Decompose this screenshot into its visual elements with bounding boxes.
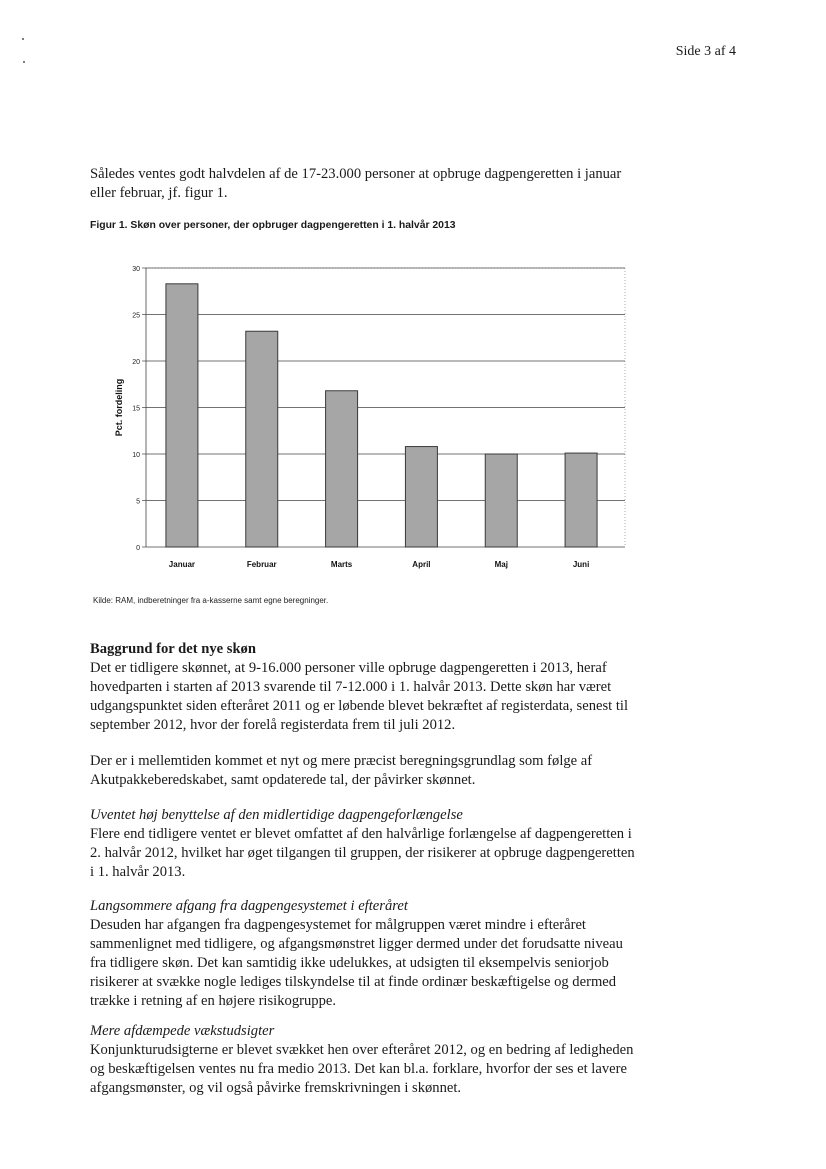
- y-tick-label: 30: [132, 266, 140, 273]
- x-tick-label: Februar: [246, 560, 277, 569]
- y-tick-label: 0: [136, 545, 140, 552]
- bar-chart: [100, 250, 640, 590]
- bar-maj: [485, 454, 517, 547]
- page-number: Side 3 af 4: [675, 44, 736, 59]
- bar-marts: [326, 391, 358, 547]
- x-tick-label: April: [412, 560, 431, 569]
- y-tick-label: 15: [132, 405, 140, 413]
- section-growth-outlook: [90, 1022, 635, 1098]
- x-tick-label: Januar: [168, 560, 196, 569]
- paragraph-background: Det er tidligere skønnet, at 9-16.000 personer ville opbruge dagpengeretten i 2013, heraf hovedparten i starten af 2013 svarende til 7-12.000 i 1. halvår 2013. Dette skøn har været udgangspunktet siden efteråret 2011 og er løbende blevet bekræftet af registerdata, senest til september 2012, hvor der forelå registerdata frem til juli 2012.: [90, 660, 629, 733]
- y-tick-label: 10: [132, 452, 140, 459]
- paragraph-new-basis: Der er i mellemtiden kommet et nyt og mere præcist beregningsgrundlag som følge af Akutpakkeberedskabet, samt opdaterede tal, der påvirker skønnet.: [90, 753, 593, 788]
- bar-april: [405, 447, 437, 547]
- subsection-title: Uventet høj benyttelse af den midlertidige dagpengeforlængelse: [90, 807, 463, 823]
- bar-juni: [565, 453, 597, 547]
- subsection-text: Desuden har afgangen fra dagpengesystemet for målgruppen været mindre i efteråret sammenlignet med tidligere, og afgangsmønstret ligger dermed under det forudsatte niveau fra tidligere skøn. Det kan samtidig ikke udelukkes, at udsigten til eksempelvis seniorjob risikerer at svække nogle lediges tilskyndelse til at finde ordinær beskæftigelse og dermed trække i retning af en højere risikogruppe.: [90, 917, 623, 1009]
- subsection-text: Flere end tidligere ventet er blevet omfattet af den halvårlige forlængelse af dagpengeretten i 2. halvår 2012, hvilket har øget tilgangen til gruppen, der risikerer at opbruge dagpengeretten i 1. halvår 2013.: [90, 826, 635, 880]
- figure-source: Kilde: RAM, indberetninger fra a-kasserne samt egne beregninger.: [93, 596, 329, 605]
- subsection-title: Langsommere afgang fra dagpengesystemet i efteråret: [90, 898, 408, 914]
- section-dagpenge-extension: [90, 806, 635, 882]
- bar-februar: [246, 331, 278, 547]
- scan-speck: [23, 61, 25, 63]
- figure-title: Figur 1. Skøn over personer, der opbruger dagpengeretten i 1. halvår 2013: [90, 220, 456, 231]
- bar-januar: [166, 284, 198, 547]
- y-axis-label: Pct. fordeling: [114, 378, 124, 437]
- y-tick-label: 20: [132, 359, 140, 366]
- x-tick-label: Juni: [572, 560, 590, 569]
- section-heading: Baggrund for det nye skøn: [90, 641, 256, 657]
- section-slower-exit: [90, 897, 635, 1011]
- scan-speck: [22, 38, 24, 40]
- y-tick-label: 25: [132, 312, 140, 320]
- subsection-text: Konjunkturudsigterne er blevet svækket hen over efteråret 2012, og en bedring af ledigheden og beskæftigelsen ventes nu fra medio 2013. Det kan bl.a. forklare, hvorfor der ses et lavere afgangsmønster, og vil også påvirke fremskrivningen i skønnet.: [90, 1042, 634, 1096]
- subsection-title: Mere afdæmpede vækstudsigter: [90, 1023, 275, 1039]
- y-tick-label: 5: [136, 498, 140, 506]
- intro-paragraph: Således ventes godt halvdelen af de 17-23.000 personer at opbruge dagpengeretten i januar eller februar, jf. figur 1.: [90, 166, 622, 201]
- x-tick-label: Marts: [330, 560, 353, 569]
- x-tick-label: Maj: [494, 560, 508, 569]
